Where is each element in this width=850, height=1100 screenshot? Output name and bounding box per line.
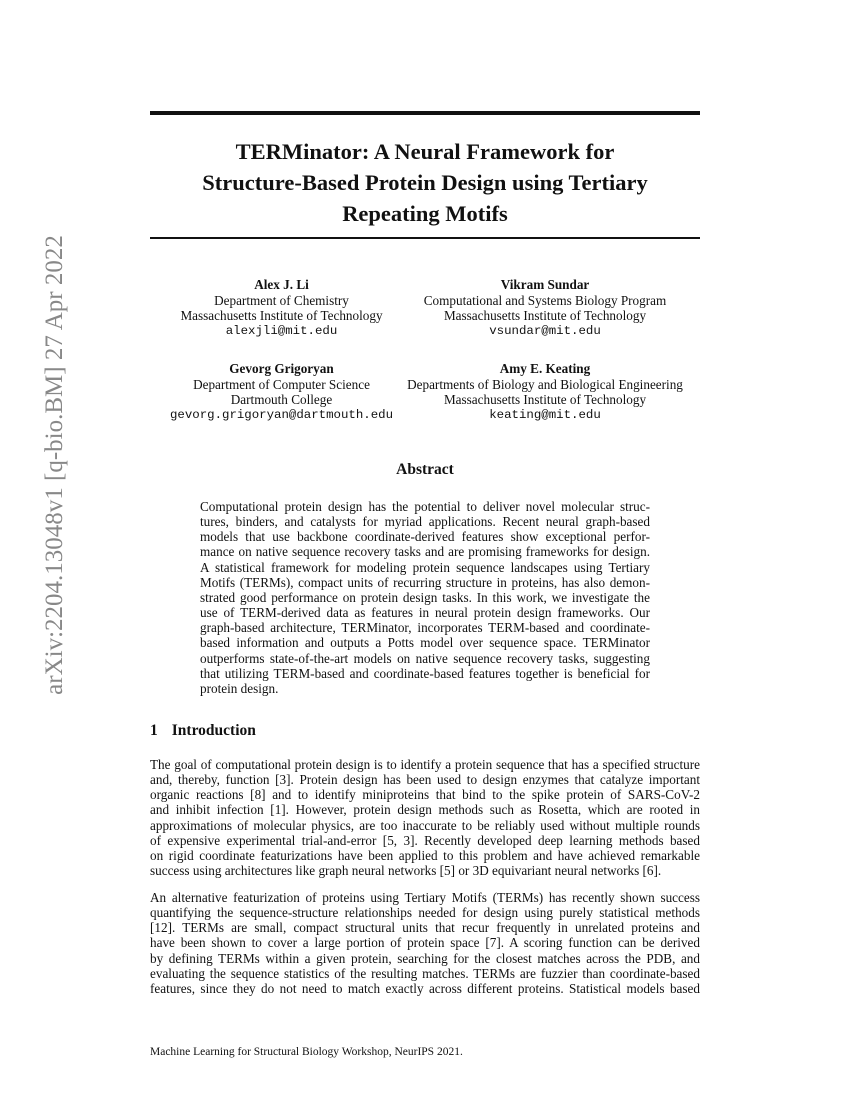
text-line: mance on native sequence recovery tasks and are promising frameworks for design. [200, 544, 650, 560]
text-line: Computational protein design has the potential to deliver novel molecular struc- [200, 499, 650, 514]
text-line: protein design. [200, 680, 279, 696]
abstract-body [200, 499, 650, 696]
text-line: Motifs (TERMs), compact units of recurring structure in proteins, has also demon- [200, 574, 650, 590]
text-line: organic reactions [8] and to identify miniproteins that bind to the spike protein of SARS-CoV-2 [150, 787, 700, 803]
author-affiliation: Departments of Biology and Biological Engineering [407, 376, 683, 392]
author-affiliation: Massachusetts Institute of Technology [443, 392, 647, 407]
text-line: The goal of computational protein design is to identify a protein sequence that has a specified structure [150, 757, 700, 772]
section-number: 1 [150, 722, 158, 739]
text-line: and, thereby, function [3]. Protein design has been used to design enzymes that catalyze important [150, 772, 700, 788]
author-name: Gevorg Grigoryan [229, 361, 334, 376]
text-line: based information and outputs a Potts model over sequence space. TERMinator [200, 635, 650, 651]
author-email: keating@mit.edu [489, 407, 601, 422]
abstract-heading: Abstract [396, 461, 454, 478]
title-line: TERMinator: A Neural Framework for [235, 139, 615, 164]
text-line: approximations of molecular physics, are too inaccurate to be reliably used without multiple rounds [150, 817, 700, 833]
author-affiliation: Department of Computer Science [193, 376, 370, 392]
intro-paragraph-2 [150, 890, 700, 996]
author-name: Amy E. Keating [499, 361, 591, 376]
intro-paragraph-1 [150, 757, 700, 878]
title-line: Repeating Motifs [342, 201, 508, 226]
author-affiliation: Massachusetts Institute of Technology [180, 308, 383, 323]
text-line: on rigid coordinate featurizations have been applied to this problem and have achieved remarkable [150, 847, 700, 863]
text-line: quantifying the sequence-structure relationships needed for design using purely statistical methods [150, 905, 700, 921]
text-line: by defining TERMs within a given protein, searching for the closest matches across the PDB, and [150, 950, 700, 966]
text-line: evaluating the sequence statistics of the resulting matches. TERMs are fuzzier than coordinate-based [150, 965, 700, 981]
author-email: alexjli@mit.edu [225, 323, 338, 338]
text-line: use of TERM-derived data as features in neural protein design frameworks. Our [200, 605, 650, 621]
text-line: An alternative featurization of proteins using Tertiary Motifs (TERMs) has recently shown success [150, 890, 700, 905]
text-line: [12]. TERMs are small, compact structural units that recur frequently in unrelated proteins and [150, 920, 700, 936]
text-line: tures, binders, and catalysts for myriad applications. Recent neural graph-based [200, 514, 650, 530]
author-affiliation: Massachusetts Institute of Technology [443, 308, 647, 323]
footer-venue: Machine Learning for Structural Biology Workshop, NeurIPS 2021. [150, 1046, 463, 1058]
author-email: vsundar@mit.edu [489, 323, 601, 338]
section-heading [150, 722, 256, 740]
text-line: models that use backbone coordinate-derived features show exceptional perfor- [200, 529, 650, 545]
author-name: Vikram Sundar [500, 277, 590, 292]
author-name: Alex J. Li [254, 277, 309, 292]
text-line: features, since they do not need to match exactly across different proteins. Statistical models based [150, 980, 700, 996]
title-line: Structure-Based Protein Design using Tertiary [202, 170, 648, 195]
text-line: and inhibit infection [1]. However, protein design methods such as Rosetta, which are rooted in [150, 802, 700, 818]
text-line: outperforms state-of-the-art models on native sequence recovery tasks, suggesting [200, 650, 650, 666]
paper-title [150, 136, 700, 229]
author-block [390, 361, 700, 423]
title-bottom-rule [150, 237, 700, 239]
author-affiliation: Computational and Systems Biology Program [423, 292, 667, 308]
section-title: Introduction [171, 722, 256, 739]
text-line: strated good performance on protein design tasks. In this work, we investigate the [200, 589, 650, 605]
text-line: of expensive experimental trial-and-error [5, 3]. Recently developed deep learning methods based [150, 832, 700, 848]
author-affiliation: Department of Chemistry [214, 292, 349, 308]
author-block [390, 277, 700, 339]
text-line: graph-based architecture, TERMinator, incorporates TERM-based and coordinate- [200, 620, 650, 636]
text-line: have been shown to cover a large portion of protein space [7]. A scoring function can be derived [150, 935, 700, 951]
title-top-rule [150, 111, 700, 115]
author-affiliation: Dartmouth College [230, 392, 333, 407]
text-line: that utilizing TERM-based and coordinate-based features together is beneficial for [200, 665, 650, 681]
author-block [150, 277, 413, 339]
text-line: success using architectures like graph neural networks [5] or 3D equivariant neural networks [6]. [150, 863, 662, 879]
author-email: gevorg.grigoryan@dartmouth.edu [169, 407, 394, 422]
author-block [150, 361, 413, 423]
arxiv-sidebar-label: arXiv:2204.13048v1 [q-bio.BM] 27 Apr 2022 [41, 235, 68, 695]
text-line: A statistical framework for modeling protein sequence landscapes using Tertiary [200, 559, 650, 575]
